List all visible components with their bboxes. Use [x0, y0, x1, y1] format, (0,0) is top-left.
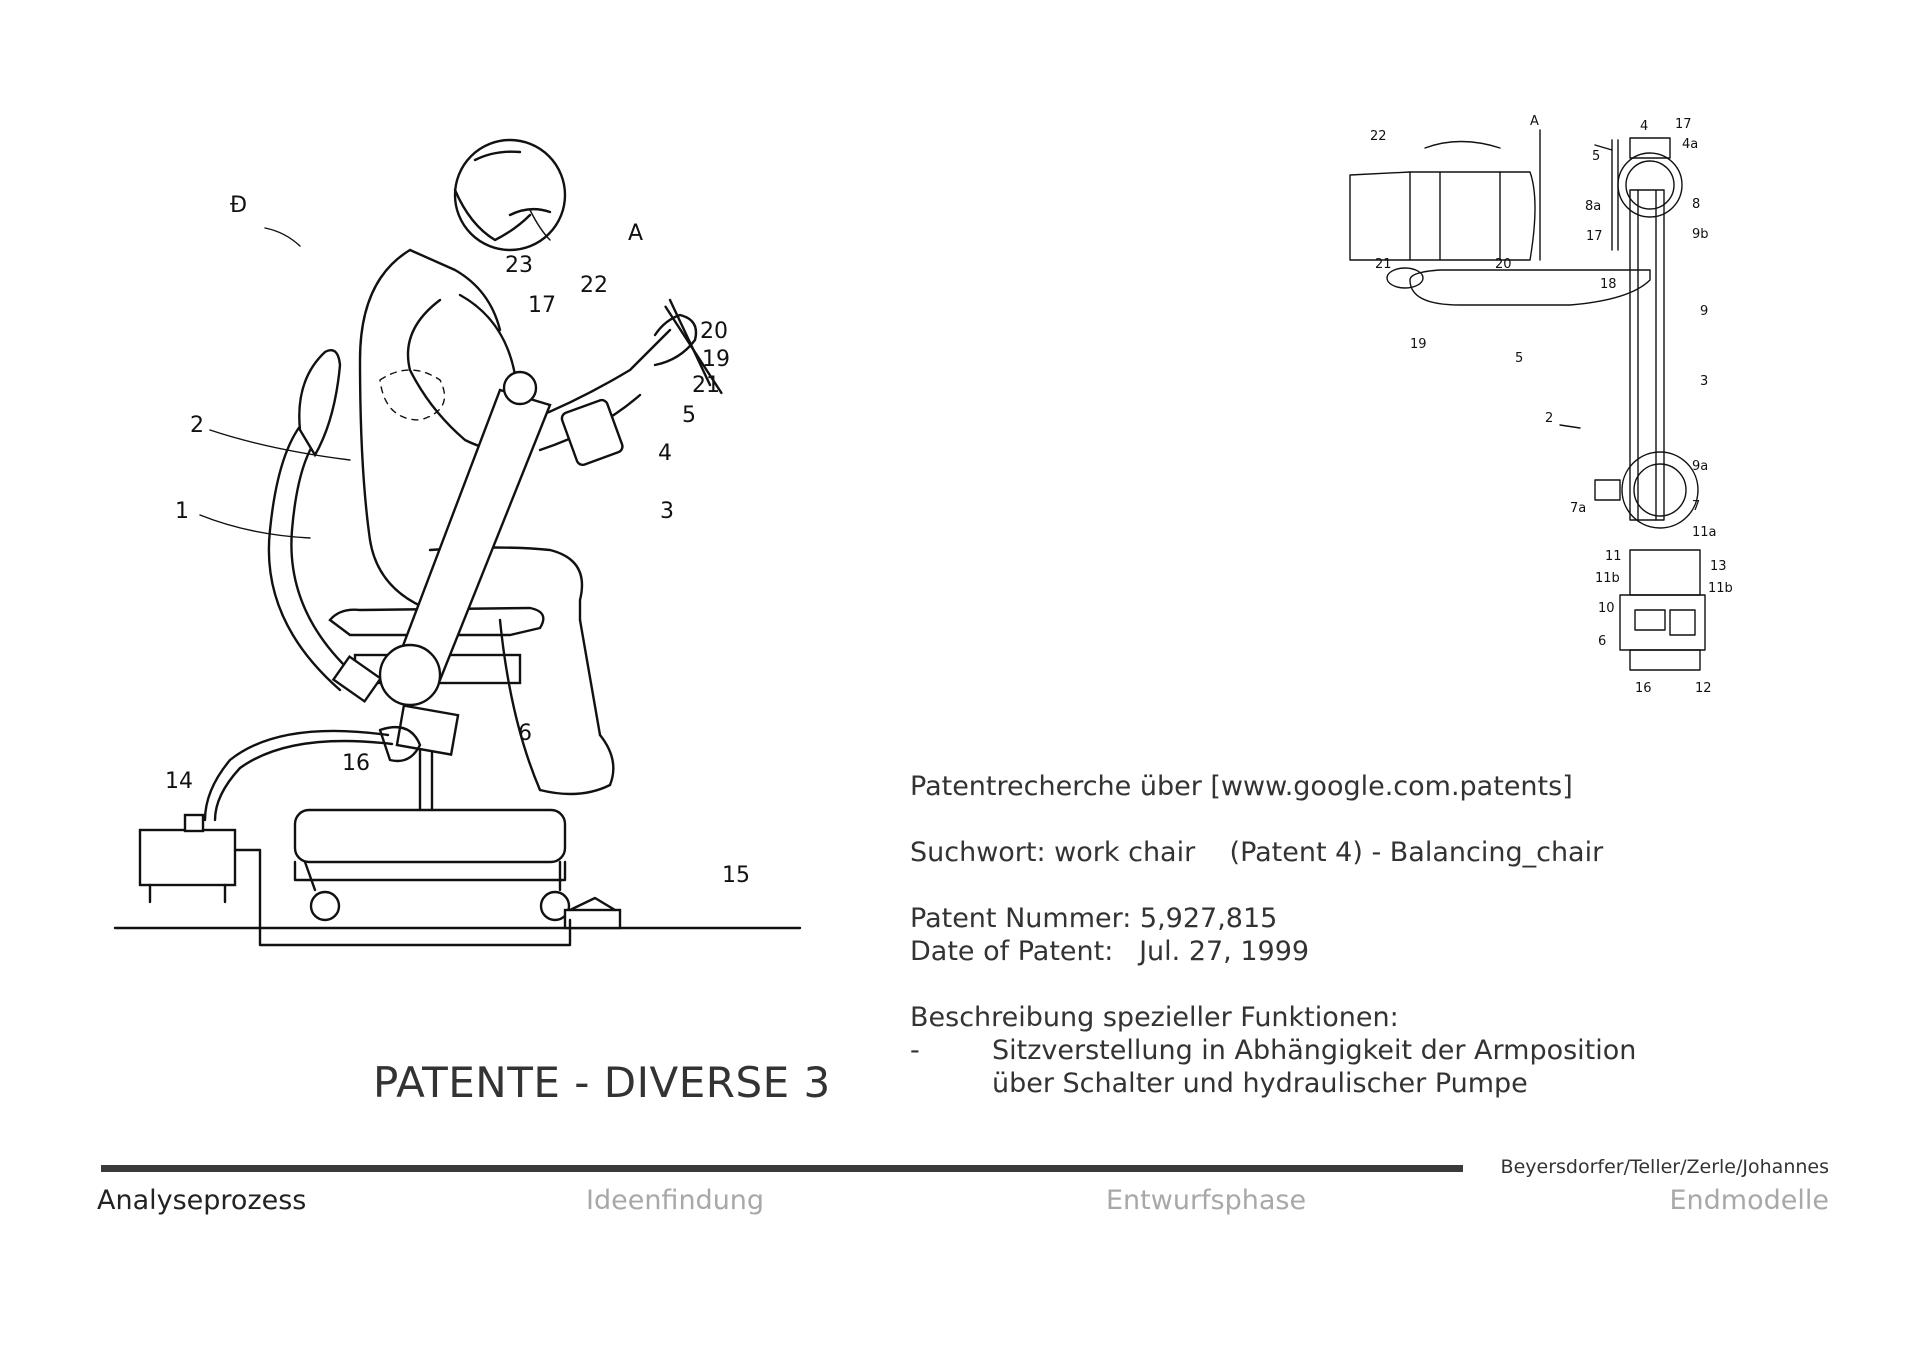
svg-text:23: 23	[505, 253, 533, 278]
svg-text:8a: 8a	[1585, 199, 1602, 214]
svg-text:11a: 11a	[1692, 525, 1717, 540]
svg-text:3: 3	[1700, 374, 1709, 389]
patent-figure-balancing-chair	[110, 120, 830, 1000]
svg-text:17: 17	[528, 293, 556, 318]
page-title: PATENTE - DIVERSE 3	[373, 1058, 831, 1107]
svg-text:10: 10	[1598, 601, 1615, 616]
svg-text:17: 17	[1586, 229, 1603, 244]
svg-text:A: A	[1530, 114, 1539, 129]
description-bullet	[910, 1034, 1870, 1067]
svg-text:1: 1	[175, 499, 189, 524]
bullet-line-2: über Schalter und hydraulischer Pumpe	[992, 1068, 1528, 1099]
svg-text:16: 16	[342, 751, 370, 776]
svg-text:11: 11	[1605, 549, 1622, 564]
svg-text:17: 17	[1675, 117, 1692, 132]
svg-text:9: 9	[1700, 304, 1709, 319]
source-line: Patentrecherche über [www.google.com.patents]	[910, 771, 1573, 802]
svg-text:9b: 9b	[1692, 227, 1709, 242]
svg-text:A: A	[628, 221, 644, 246]
svg-text:13: 13	[1710, 559, 1727, 574]
svg-text:20: 20	[1495, 257, 1512, 272]
svg-text:2: 2	[1545, 411, 1554, 426]
svg-text:6: 6	[518, 721, 532, 746]
svg-text:21: 21	[692, 373, 720, 398]
nav-ideenfindung[interactable]: Ideenfindung	[586, 1185, 765, 1216]
svg-text:4a: 4a	[1682, 137, 1699, 152]
date-of-patent: Date of Patent: Jul. 27, 1999	[910, 936, 1310, 967]
nav-entwurfsphase[interactable]: Entwurfsphase	[1106, 1185, 1307, 1216]
nav-analyseprozess[interactable]: Analyseprozess	[97, 1185, 307, 1216]
svg-text:5: 5	[1592, 149, 1601, 164]
svg-text:11b: 11b	[1595, 571, 1620, 586]
patent-info	[910, 770, 1870, 1100]
svg-text:14: 14	[165, 769, 193, 794]
svg-text:12: 12	[1695, 681, 1712, 696]
nav-endmodelle[interactable]: Endmodelle	[1669, 1185, 1829, 1216]
search-line: Suchwort: work chair (Patent 4) - Balancing_chair	[910, 837, 1604, 868]
svg-text:8: 8	[1692, 197, 1701, 212]
svg-text:20: 20	[700, 319, 728, 344]
svg-text:15: 15	[722, 863, 750, 888]
patent-number: Patent Nummer: 5,927,815	[910, 903, 1278, 934]
svg-text:7: 7	[1692, 499, 1701, 514]
bullet-line-1: Sitzverstellung in Abhängigkeit der Armposition	[992, 1035, 1637, 1066]
svg-text:2: 2	[190, 413, 204, 438]
svg-text:11b: 11b	[1708, 581, 1733, 596]
svg-text:4: 4	[658, 441, 672, 466]
svg-text:4: 4	[1640, 119, 1649, 134]
svg-text:5: 5	[682, 403, 696, 428]
svg-text:9a: 9a	[1692, 459, 1709, 474]
svg-text:5: 5	[1515, 351, 1524, 366]
footer-rule	[101, 1165, 1463, 1172]
svg-text:22: 22	[580, 273, 608, 298]
svg-text:18: 18	[1600, 277, 1617, 292]
svg-text:Đ: Đ	[230, 193, 248, 218]
svg-text:19: 19	[702, 347, 730, 372]
svg-text:21: 21	[1375, 257, 1392, 272]
svg-text:19: 19	[1410, 337, 1427, 352]
svg-text:22: 22	[1370, 129, 1387, 144]
svg-text:3: 3	[660, 499, 674, 524]
svg-text:7a: 7a	[1570, 501, 1587, 516]
svg-text:6: 6	[1598, 634, 1607, 649]
authors: Beyersdorfer/Teller/Zerle/Johannes	[1500, 1156, 1829, 1178]
patent-figure-arm-mechanism	[1330, 100, 1810, 730]
svg-text:16: 16	[1635, 681, 1652, 696]
bullet-dash: -	[910, 1035, 920, 1066]
description-heading: Beschreibung spezieller Funktionen:	[910, 1002, 1399, 1033]
